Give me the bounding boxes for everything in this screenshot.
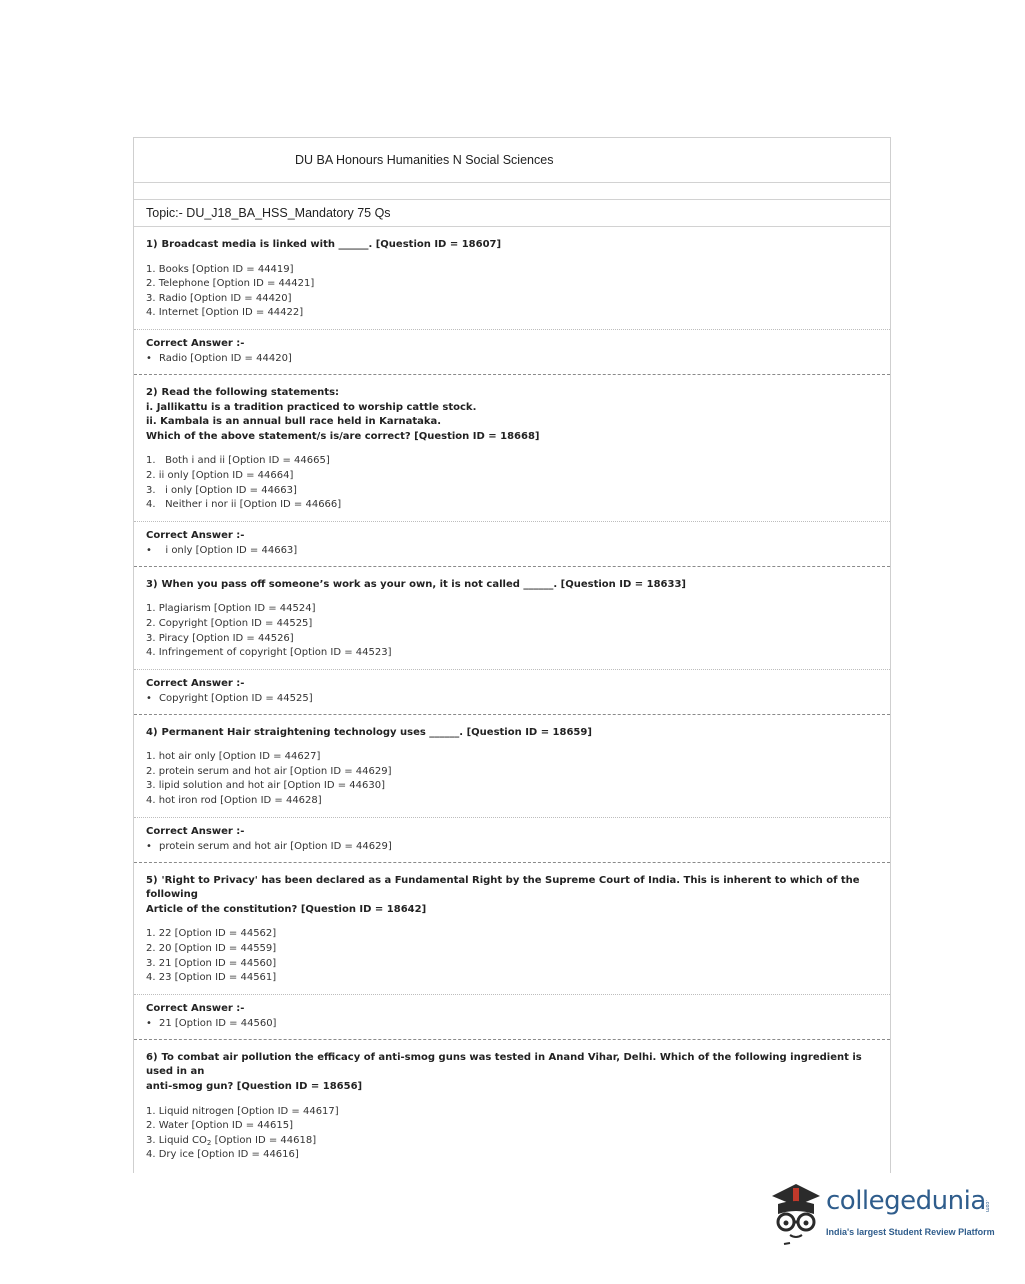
correct-answer [134,329,890,375]
question-number: 1) [146,239,158,250]
correct-answer-label: Correct Answer :- [146,677,245,689]
correct-answer [134,994,890,1040]
option: 3. Liquid $CO_2$ [Option ID = 44618] [146,1134,317,1147]
brand-domain: .com [984,1200,990,1213]
correct-answer-value: i only [Option ID = 44663] [159,544,298,556]
options-list [146,454,878,520]
option: 4. Internet [Option ID = 44422] [146,307,304,319]
correct-answer-label: Correct Answer :- [146,337,245,349]
option: 1. 22 [Option ID = 44562] [146,928,277,940]
correct-answer-value: 21 [Option ID = 44560] [159,1017,277,1029]
brand-name: collegedunia [826,1186,986,1216]
option: 4. 23 [Option ID = 44561] [146,972,277,984]
correct-answer-value: Copyright [Option ID = 44525] [159,692,313,704]
question-number: 6) [146,1051,158,1063]
question-number: 2) [146,386,158,398]
question-text: 6) To combat air pollution the efficacy of anti-smog guns was tested in Anand Vihar, Delhi. Which of the following ingredient is used in an anti-smog gun? [Question ID = 18656] [146,1051,862,1092]
correct-answer-label: Correct Answer :- [146,529,245,541]
correct-answer-label: Correct Answer :- [146,825,245,837]
brand-tagline: India's largest Student Review Platform [826,1227,995,1237]
collegedunia-logo [766,1178,996,1248]
question-text: 1) Broadcast media is linked with ______. [Question ID = 18607] [146,239,502,250]
option: 4. hot iron rod [Option ID = 44628] [146,795,322,807]
question-number: 3) [146,578,158,590]
question-paper [133,137,891,1173]
topic-heading: Topic:- DU_J18_BA_HSS_Mandatory 75 Qs [134,200,890,227]
option: 4. Infringement of copyright [Option ID = 44523] [146,647,392,659]
question-item [134,863,890,1040]
correct-answer [134,521,890,567]
option: 1. hot air only [Option ID = 44627] [146,751,321,763]
correct-answer-value: protein serum and hot air [Option ID = 44629] [159,840,392,852]
bullet-icon: • [146,352,152,364]
option: 3. Piracy [Option ID = 44526] [146,632,294,644]
correct-answer [134,669,890,715]
bullet-icon: • [146,1017,152,1029]
option: 4. Neither i nor ii [Option ID = 44666] [146,499,342,511]
correct-answer-value: Radio [Option ID = 44420] [159,352,292,364]
option: 2. ii only [Option ID = 44664] [146,469,294,481]
mascot-icon [766,1178,826,1248]
option: 1. Liquid nitrogen [Option ID = 44617] [146,1105,339,1117]
option: 2. Telephone [Option ID = 44421] [146,278,315,290]
question-item [134,227,890,375]
option: 3. 21 [Option ID = 44560] [146,957,277,969]
correct-answer [134,817,890,863]
bullet-icon: • [146,544,152,556]
option: 3. lipid solution and hot air [Option ID = 44630] [146,780,386,792]
question-number: 5) [146,874,158,886]
question-item [134,715,890,863]
option: 3. i only [Option ID = 44663] [146,484,297,496]
question-text: 5) 'Right to Privacy' has been declared as a Fundamental Right by the Supreme Court of India. This is inherent to which of the following Article of the constitution? [Question ID = 18642] [146,874,860,915]
question-text: 4) Permanent Hair straightening technology uses ______. [Question ID = 18659] [146,726,592,738]
option: 2. Water [Option ID = 44615] [146,1120,294,1132]
question-text: 3) When you pass off someone’s work as your own, it is not called ______. [Question ID = 18633] [146,578,686,590]
question-item [134,1040,890,1171]
option: 1. Both i and ii [Option ID = 44665] [146,455,330,467]
option: 3. Radio [Option ID = 44420] [146,292,292,304]
options-list [146,927,878,993]
question-text: 2) Read the following statements: i. Jallikattu is a tradition practiced to worship cattle stock. ii. Kambala is an annual bull race held in Karnataka. Which of the above statement/s is/are correct? [Question ID = 18668] [146,386,540,442]
question-item [134,375,890,567]
correct-answer-label: Correct Answer :- [146,1002,245,1014]
options-list [146,750,878,816]
option: 2. protein serum and hot air [Option ID = 44629] [146,765,392,777]
option: 2. Copyright [Option ID = 44525] [146,617,313,629]
question-number: 4) [146,726,158,738]
bullet-icon: • [146,840,152,852]
options-list [146,602,878,668]
options-list [146,263,878,329]
option: 2. 20 [Option ID = 44559] [146,943,277,955]
option: 4. Dry ice [Option ID = 44616] [146,1149,299,1161]
exam-title: DU BA Honours Humanities N Social Sciences [134,138,890,183]
options-list [146,1105,878,1171]
separator [134,183,890,200]
option: 1. Books [Option ID = 44419] [146,263,294,275]
question-item [134,567,890,715]
option: 1. Plagiarism [Option ID = 44524] [146,603,316,615]
bullet-icon: • [146,692,152,704]
